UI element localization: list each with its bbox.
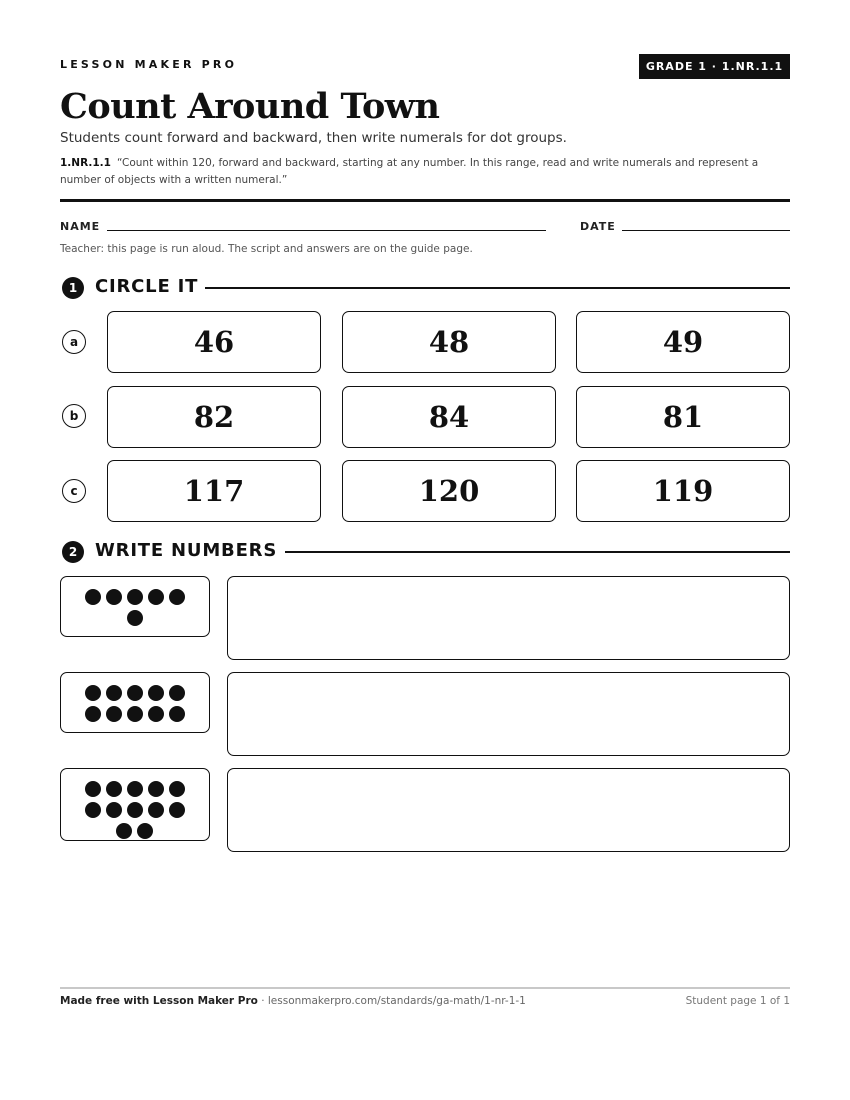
count-dot	[169, 802, 185, 818]
count-dot	[169, 706, 185, 722]
row-letter-c: c	[62, 479, 86, 503]
number-choice[interactable]: 82	[107, 386, 321, 448]
count-dot	[85, 802, 101, 818]
count-dot	[169, 781, 185, 797]
row-letter-b: b	[62, 404, 86, 428]
count-dot	[106, 802, 122, 818]
count-dot	[127, 706, 143, 722]
count-dot	[127, 610, 143, 626]
name-label: NAME	[60, 220, 101, 233]
footer-page-number: Student page 1 of 1	[685, 995, 790, 1007]
standard-text: “Count within 120, forward and backward, starting at any number. In this range, read and write numerals and represent a number of objects with a written numeral.”	[60, 157, 759, 186]
count-dot	[169, 589, 185, 605]
dot-group-box	[60, 672, 210, 733]
section-2-title: WRITE NUMBERS	[95, 540, 278, 561]
count-dot	[106, 685, 122, 701]
count-dot	[127, 802, 143, 818]
page-title: Count Around Town	[60, 86, 440, 127]
count-dot	[148, 781, 164, 797]
section-1-number: 1	[62, 277, 84, 299]
count-dot	[116, 823, 132, 839]
count-dot	[169, 685, 185, 701]
dot-group-box	[60, 576, 210, 637]
section-2-rule	[285, 551, 790, 553]
count-dot	[148, 589, 164, 605]
grade-standard-badge: GRADE 1 · 1.NR.1.1	[639, 54, 790, 79]
section-1-title: CIRCLE IT	[95, 276, 199, 297]
section-1-rule	[205, 287, 790, 289]
number-choice[interactable]: 49	[576, 311, 790, 373]
count-dot	[85, 685, 101, 701]
count-dot	[148, 685, 164, 701]
footer-made-with: Made free with Lesson Maker Pro	[60, 995, 258, 1007]
date-write-line[interactable]	[622, 230, 790, 231]
teacher-note: Teacher: this page is run aloud. The script and answers are on the guide page.	[60, 243, 473, 255]
number-choice[interactable]: 84	[342, 386, 556, 448]
count-dot	[148, 802, 164, 818]
count-dot	[148, 706, 164, 722]
count-dot	[127, 589, 143, 605]
standard-code: 1.NR.1.1	[60, 157, 111, 169]
answer-write-box[interactable]	[227, 672, 790, 756]
answer-write-box[interactable]	[227, 768, 790, 852]
footer-credit	[60, 995, 526, 1007]
name-write-line[interactable]	[107, 230, 546, 231]
section-2-number: 2	[62, 541, 84, 563]
number-choice[interactable]: 46	[107, 311, 321, 373]
header-divider	[60, 199, 790, 202]
footer-separator: ·	[257, 995, 268, 1007]
count-dot	[137, 823, 153, 839]
brand-name: LESSON MAKER PRO	[60, 58, 238, 71]
answer-write-box[interactable]	[227, 576, 790, 660]
count-dot	[127, 781, 143, 797]
standard-description	[60, 155, 790, 189]
number-choice[interactable]: 120	[342, 460, 556, 522]
count-dot	[85, 706, 101, 722]
page-subtitle: Students count forward and backward, then write numerals for dot groups.	[60, 130, 567, 146]
dot-group-box	[60, 768, 210, 841]
row-letter-a: a	[62, 330, 86, 354]
count-dot	[127, 685, 143, 701]
count-dot	[85, 589, 101, 605]
footer-divider	[60, 987, 790, 989]
number-choice[interactable]: 119	[576, 460, 790, 522]
date-label: DATE	[580, 220, 616, 233]
count-dot	[85, 781, 101, 797]
number-choice[interactable]: 48	[342, 311, 556, 373]
number-choice[interactable]: 81	[576, 386, 790, 448]
count-dot	[106, 781, 122, 797]
count-dot	[106, 589, 122, 605]
count-dot	[106, 706, 122, 722]
number-choice[interactable]: 117	[107, 460, 321, 522]
footer-url[interactable]: lessonmakerpro.com/standards/ga-math/1-nr-1-1	[267, 995, 526, 1007]
